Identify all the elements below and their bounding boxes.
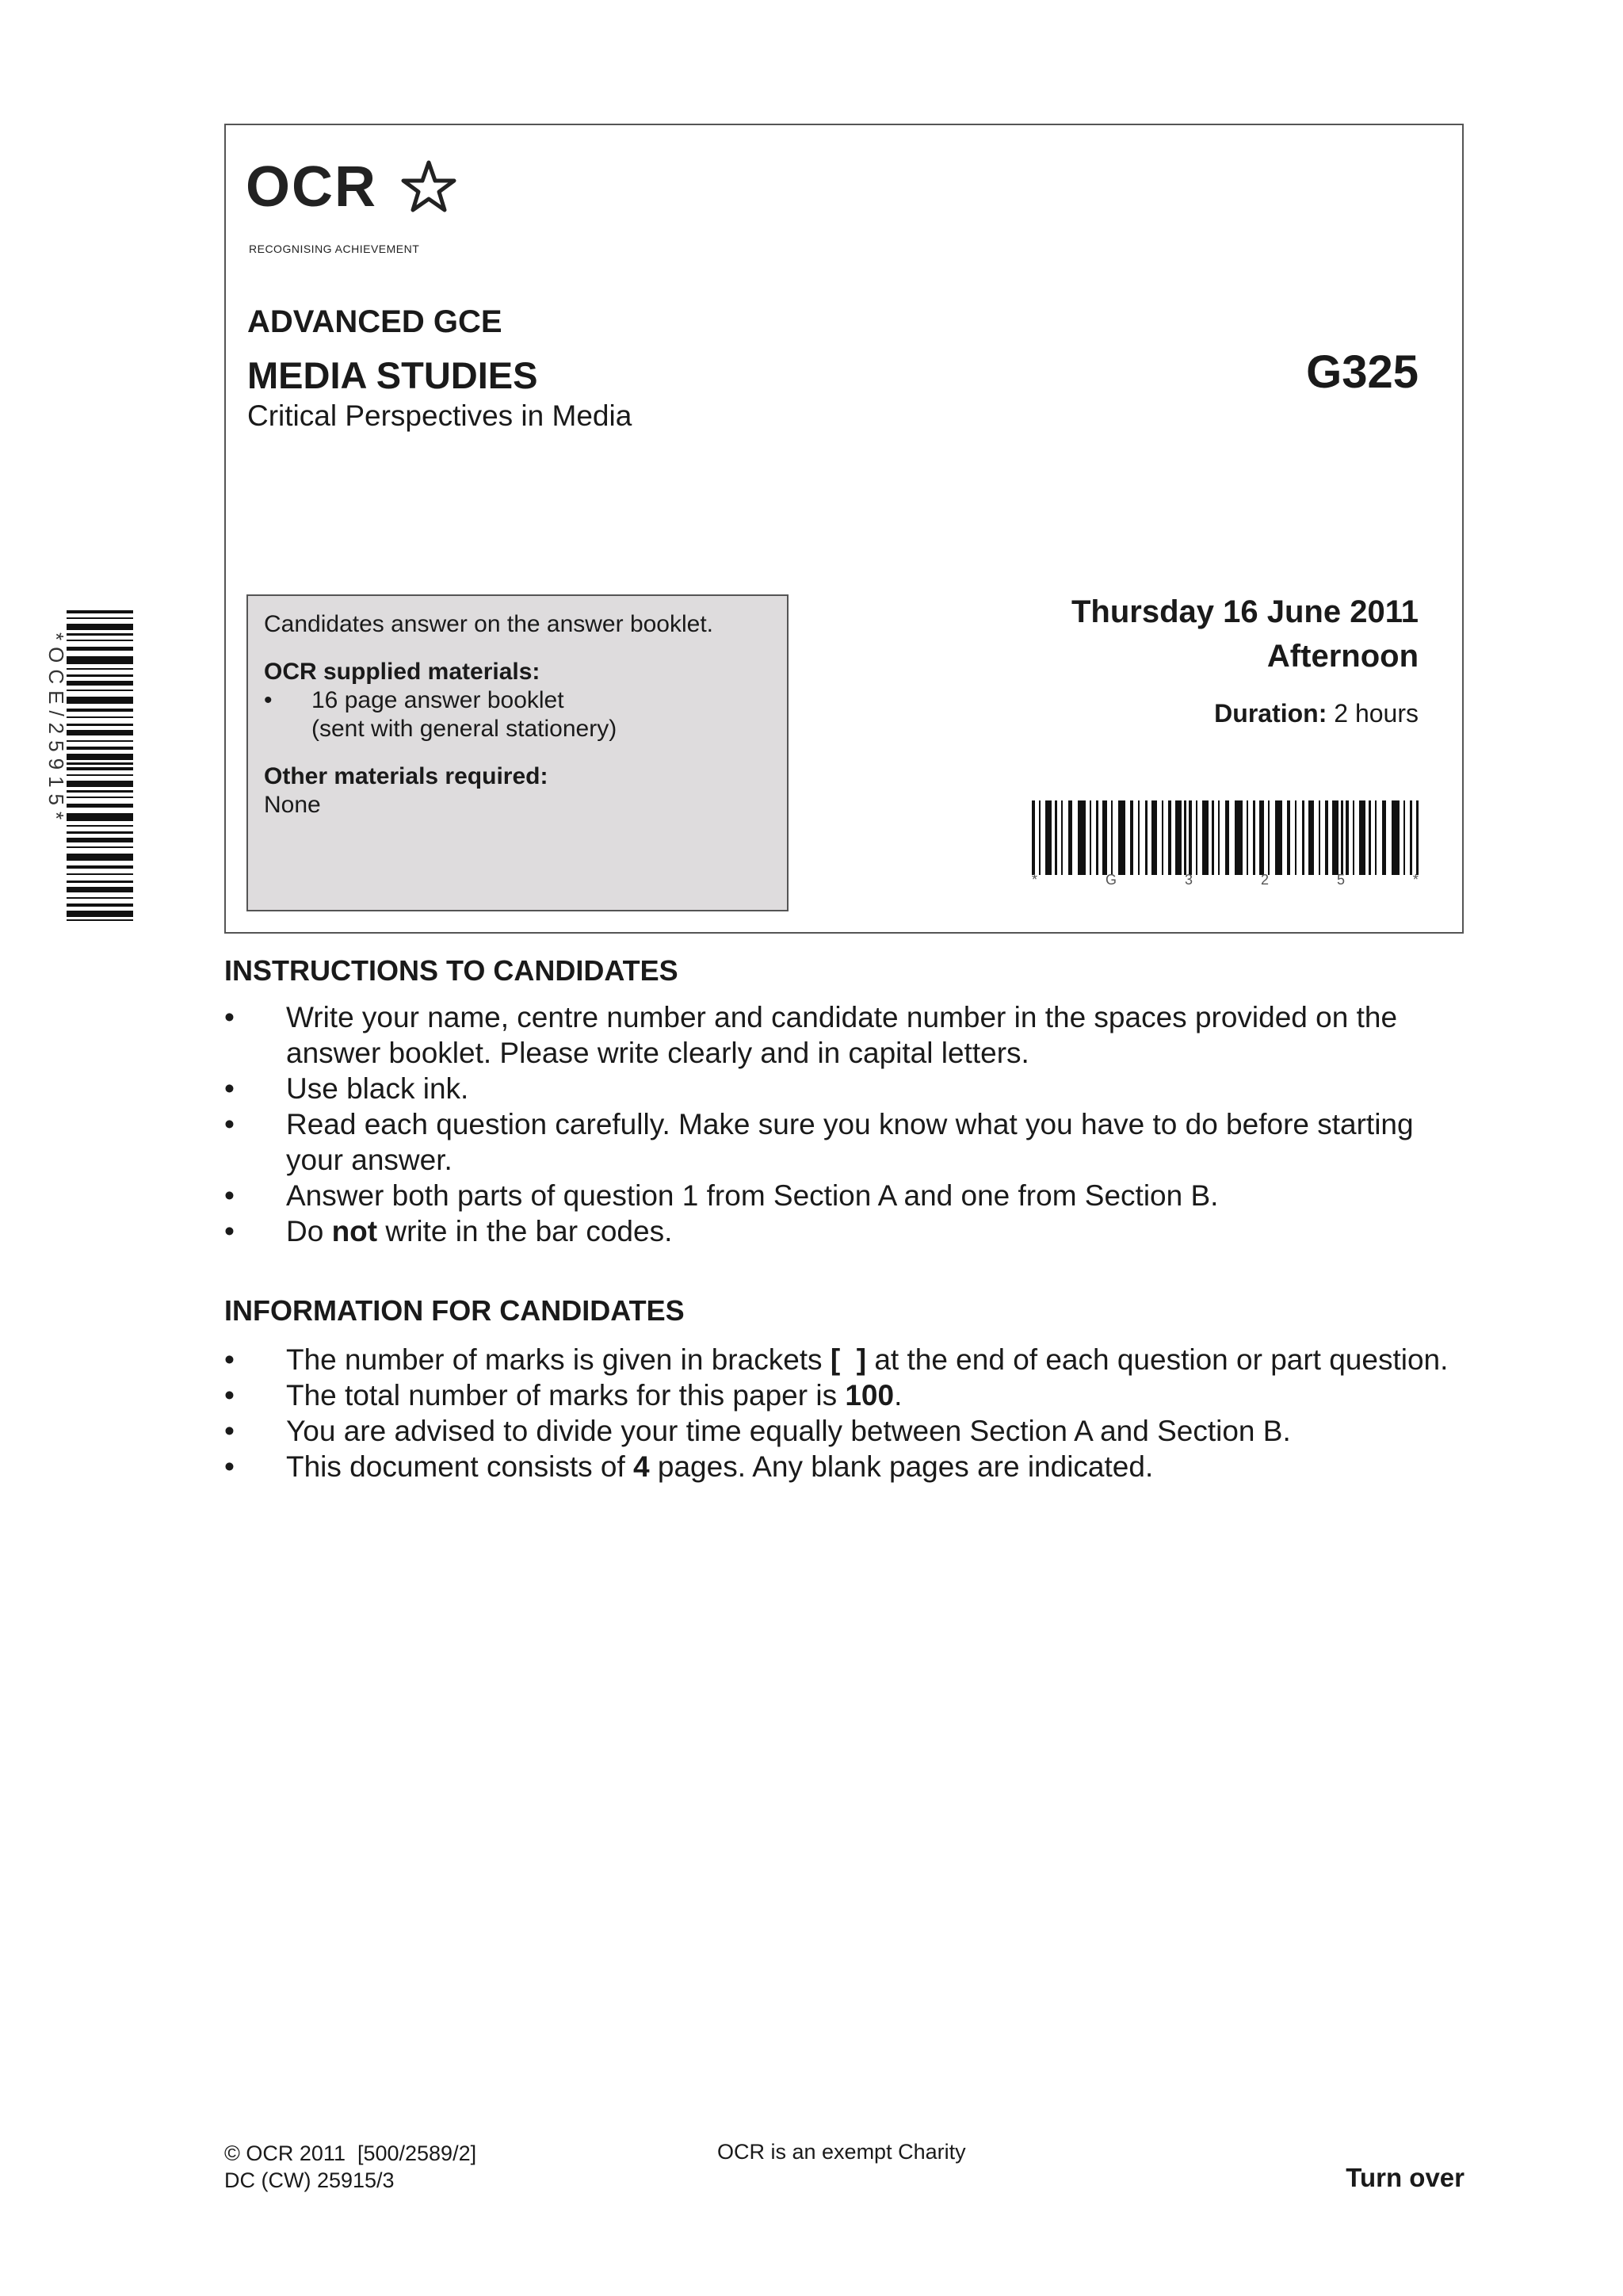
barcode-bar xyxy=(1189,800,1192,875)
barcode-bar xyxy=(1068,800,1072,875)
barcode-bar xyxy=(67,887,133,892)
list-item xyxy=(224,999,1464,1071)
barcode-bar xyxy=(1212,800,1214,875)
barcode-bar xyxy=(1196,800,1197,875)
barcode-bar xyxy=(67,697,133,704)
supplied-materials-heading: OCR supplied materials: xyxy=(264,659,540,685)
information-text: You are advised to divide your time equally between Section A and Section B. xyxy=(286,1415,1291,1447)
barcode-bar xyxy=(1138,800,1140,875)
text-fragment: . xyxy=(894,1379,903,1412)
other-materials-heading: Other materials required: xyxy=(264,763,548,789)
barcode-bar xyxy=(1302,800,1304,875)
information-text xyxy=(286,1342,1464,1377)
turn-over: Turn over xyxy=(1346,2163,1465,2192)
instruction-text: Read each question carefully. Make sure you know what you have to do before starting your answer. xyxy=(286,1108,1414,1176)
logo-text: OCR xyxy=(246,155,377,219)
barcode-bar xyxy=(67,747,133,750)
duration-label: Duration: xyxy=(1214,699,1327,728)
barcode-bar xyxy=(67,825,133,827)
barcode-bar xyxy=(1308,800,1314,875)
list-item xyxy=(224,1071,1464,1106)
information-heading: INFORMATION FOR CANDIDATES xyxy=(224,1294,685,1327)
text-fragment: pages. Any blank pages are indicated. xyxy=(649,1450,1154,1483)
charity-note: OCR is an exempt Charity xyxy=(717,2140,966,2164)
barcode-bar xyxy=(67,873,133,875)
list-item xyxy=(224,1449,1464,1484)
text-fragment: Do xyxy=(286,1215,332,1247)
barcode-bar xyxy=(1341,800,1343,875)
materials-box xyxy=(246,594,789,911)
barcode-bar xyxy=(1078,800,1086,875)
text-fragment: The number of marks is given in brackets xyxy=(286,1343,831,1376)
emphasis: not xyxy=(331,1215,378,1247)
barcode-bar xyxy=(67,724,133,726)
barcode-bar xyxy=(1039,800,1041,875)
barcode-bar xyxy=(1346,800,1349,875)
barcode-bar xyxy=(67,865,133,869)
barcode-bar xyxy=(1416,800,1419,875)
barcode-side-caption: *OCE/25915* xyxy=(44,632,68,827)
barcode-bar xyxy=(1253,800,1255,875)
barcode-bar xyxy=(1175,800,1182,875)
information-list xyxy=(224,1342,1464,1484)
barcode-bar xyxy=(67,647,133,651)
barcode-bar xyxy=(1403,800,1405,875)
subject-title: MEDIA STUDIES xyxy=(247,354,538,396)
barcode-bar xyxy=(67,754,133,760)
qualification-title: ADVANCED GCE xyxy=(247,304,502,339)
list-item xyxy=(224,1413,1464,1449)
barcode-main xyxy=(1032,800,1419,875)
barcode-bar xyxy=(1061,800,1063,875)
exam-date: Thursday 16 June 2011 xyxy=(1071,594,1419,629)
emphasis: [ ] xyxy=(830,1343,867,1376)
list-item xyxy=(224,1178,1464,1213)
instruction-text: Use black ink. xyxy=(286,1072,469,1105)
barcode-bar xyxy=(1202,800,1209,875)
barcode-char: 2 xyxy=(1260,872,1269,888)
exam-date-block xyxy=(1071,590,1419,728)
barcode-bar xyxy=(1145,800,1148,875)
barcode-bar xyxy=(67,813,133,821)
barcode-bar xyxy=(67,919,133,921)
barcode-bar xyxy=(1090,800,1091,875)
barcode-bar xyxy=(67,781,133,787)
unit-title: Critical Perspectives in Media xyxy=(247,399,632,432)
exam-duration xyxy=(1071,699,1419,728)
bullet: • xyxy=(224,1415,235,1447)
barcode-bar xyxy=(1055,800,1057,875)
barcode-bar xyxy=(1375,800,1377,875)
text-fragment: write in the bar codes. xyxy=(377,1215,673,1247)
logo-tagline: RECOGNISING ACHIEVEMENT xyxy=(249,243,420,255)
copyright: © OCR 2011 [500/2589/2] xyxy=(224,2141,477,2165)
barcode-bar xyxy=(67,897,133,899)
barcode-bar xyxy=(1275,800,1282,875)
bullet: • xyxy=(224,1072,235,1105)
barcode-bar xyxy=(67,911,133,917)
barcode-bar xyxy=(67,709,133,712)
barcode-bar xyxy=(1359,800,1365,875)
barcode-bar xyxy=(1259,800,1264,875)
barcode-bar xyxy=(1032,800,1035,875)
barcode-bar xyxy=(67,690,133,691)
supplied-material-item xyxy=(264,686,771,715)
barcode-bar xyxy=(67,790,133,793)
barcode-bar xyxy=(1111,800,1113,875)
barcode-bar xyxy=(67,617,133,619)
barcode-bar xyxy=(1287,800,1290,875)
instructions-heading: INSTRUCTIONS TO CANDIDATES xyxy=(224,954,678,987)
barcode-bar xyxy=(1268,800,1270,875)
barcode-bar xyxy=(1247,800,1248,875)
instructions-list xyxy=(224,999,1464,1249)
barcode-char: * xyxy=(1032,872,1038,888)
barcode-bar xyxy=(1130,800,1133,875)
barcode-bar xyxy=(67,730,133,735)
barcode-bar xyxy=(1225,800,1229,875)
instruction-text xyxy=(286,1213,1464,1249)
barcode-bar xyxy=(67,674,133,677)
barcode-bar xyxy=(67,774,133,776)
barcode-bar xyxy=(1410,800,1412,875)
barcode-bar xyxy=(67,804,133,808)
barcode-bar xyxy=(1118,800,1125,875)
barcode-bar xyxy=(67,881,133,883)
barcode-bar xyxy=(1382,800,1386,875)
bullet: • xyxy=(264,687,273,713)
bullet: • xyxy=(224,1215,235,1247)
barcode-main-caption xyxy=(1032,872,1419,888)
bullet: • xyxy=(224,1450,235,1483)
barcode-bar xyxy=(1332,800,1338,875)
barcode-bar xyxy=(67,624,133,630)
barcode-bar xyxy=(67,904,133,907)
list-item xyxy=(224,1106,1464,1178)
barcode-bar xyxy=(1168,800,1171,875)
bullet: • xyxy=(224,1108,235,1140)
barcode-bar xyxy=(67,767,133,770)
other-materials-value: None xyxy=(264,792,321,818)
barcode-bar xyxy=(1102,800,1107,875)
barcode-bar xyxy=(67,716,133,718)
list-item xyxy=(224,1342,1464,1377)
barcode-bar xyxy=(67,640,133,641)
footer-left xyxy=(224,2140,476,2194)
barcode-bar xyxy=(67,762,133,765)
text-fragment: at the end of each question or part question. xyxy=(866,1343,1449,1376)
barcode-bar xyxy=(1096,800,1098,875)
bullet: • xyxy=(224,1001,235,1033)
barcode-bar xyxy=(67,797,133,798)
exam-session: Afternoon xyxy=(1266,639,1419,674)
barcode-bar xyxy=(1353,800,1354,875)
barcode-bar xyxy=(67,854,133,861)
barcode-bar xyxy=(1162,800,1163,875)
barcode-bar xyxy=(67,681,133,686)
barcode-bar xyxy=(1184,800,1186,875)
barcode-char: 5 xyxy=(1336,872,1345,888)
barcode-bar xyxy=(67,831,133,834)
barcode-bar xyxy=(1235,800,1243,875)
supplied-item-label: 16 page answer booklet xyxy=(311,687,564,713)
list-item xyxy=(224,1213,1464,1249)
unit-code: G325 xyxy=(1306,346,1419,398)
instruction-text: Answer both parts of question 1 from Section A and one from Section B. xyxy=(286,1179,1219,1212)
star-icon xyxy=(401,160,456,212)
duration-value: 2 hours xyxy=(1334,699,1419,728)
instruction-text: Write your name, centre number and candidate number in the spaces provided on the answer booklet. Please write clearly and in capital letters. xyxy=(286,1001,1398,1069)
barcode-bar xyxy=(1045,800,1052,875)
bullet: • xyxy=(224,1379,235,1412)
ocr-logo xyxy=(246,155,475,262)
barcode-bar xyxy=(67,740,133,742)
barcode-bar xyxy=(1325,800,1328,875)
barcode-char: * xyxy=(1412,872,1419,888)
supplied-item-note: (sent with general stationery) xyxy=(311,716,617,742)
barcode-bar xyxy=(1218,800,1220,875)
bullet: • xyxy=(224,1179,235,1212)
barcode-bar xyxy=(1295,800,1296,875)
text-fragment: The total number of marks for this paper is xyxy=(286,1379,846,1412)
barcode-bar xyxy=(1369,800,1371,875)
barcode-bar xyxy=(67,633,133,636)
barcode-bar xyxy=(1151,800,1157,875)
barcode-bar xyxy=(67,668,133,670)
list-item xyxy=(224,1377,1464,1413)
barcode-bar xyxy=(1392,800,1400,875)
barcode-char: 3 xyxy=(1184,872,1193,888)
information-text xyxy=(286,1449,1464,1484)
information-text xyxy=(286,1377,1464,1413)
document-reference: DC (CW) 25915/3 xyxy=(224,2168,395,2192)
barcode-bar xyxy=(1319,800,1320,875)
emphasis: 100 xyxy=(845,1379,895,1412)
emphasis: 4 xyxy=(633,1450,650,1483)
barcode-char: G xyxy=(1105,872,1117,888)
barcode-bar xyxy=(67,838,133,842)
barcode-bar xyxy=(67,846,133,848)
barcode-bar xyxy=(67,656,133,664)
barcode-side xyxy=(67,610,133,921)
text-fragment: This document consists of xyxy=(286,1450,634,1483)
answer-note: Candidates answer on the answer booklet. xyxy=(264,611,714,637)
barcode-bar xyxy=(67,610,133,613)
bullet: • xyxy=(224,1343,235,1376)
